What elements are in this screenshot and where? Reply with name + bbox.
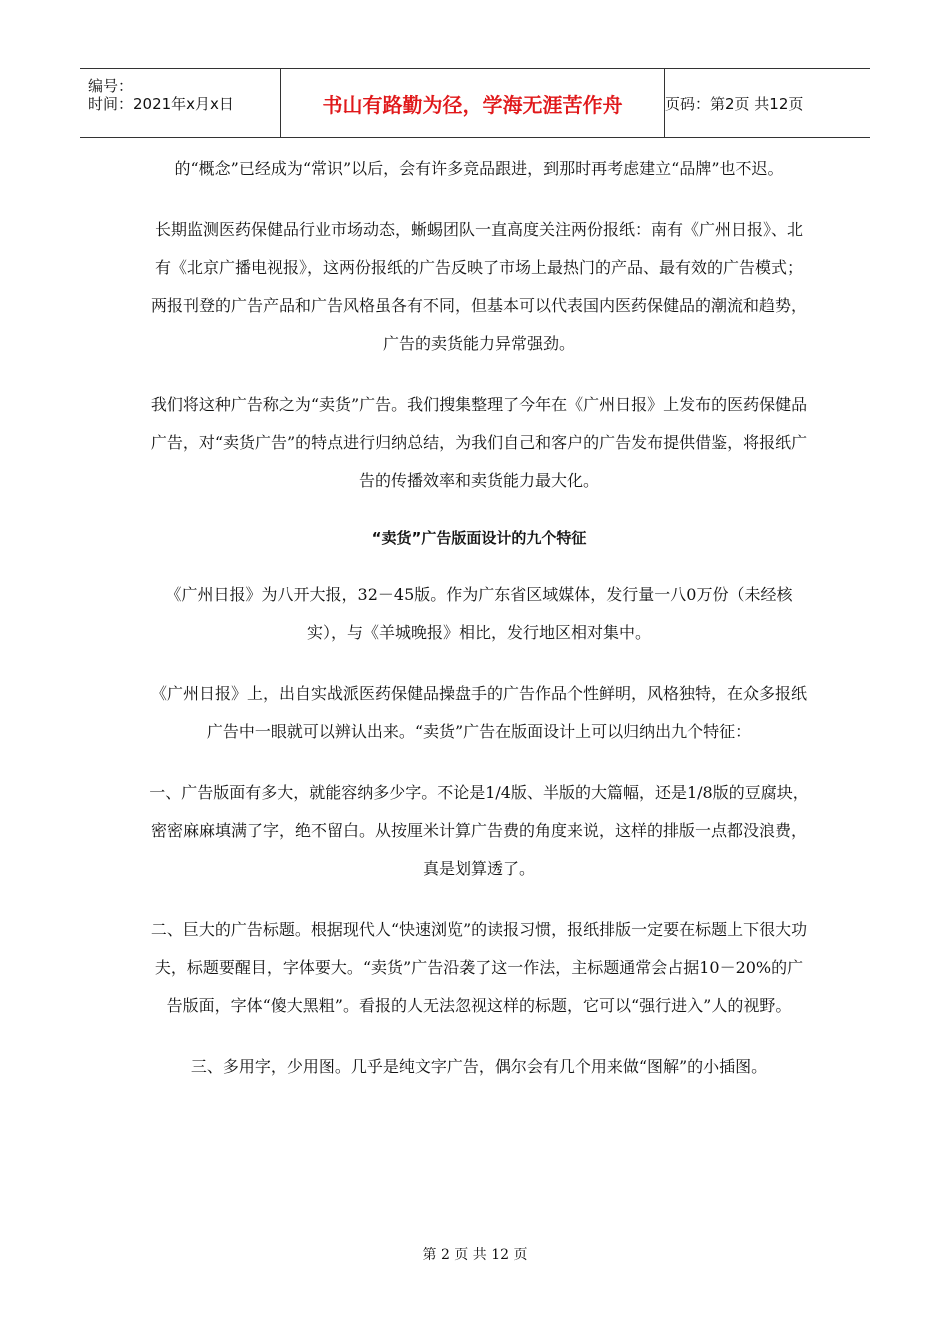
doc-number-label: 编号： (88, 77, 134, 95)
paragraph: 长期监测医药保健品行业市场动态，蜥蜴团队一直高度关注两份报纸：南有《广州日报》、北有《北京广播电视报》，这两份报纸的广告反映了市场上最热门的产品、最有效的广告模式；两报刊登的广告产品和广告风格虽各有不同，但基本可以代表国内医药保健品的潮流和趋势，广告的卖货能力异常强劲。 (150, 220, 807, 353)
document-body (148, 150, 810, 1109)
paragraph: 的“概念”已经成为“常识”以后，会有许多竞品跟进，到那时再考虑建立“品牌”也不迟。 (174, 159, 784, 178)
paragraph: 一、广告版面有多大，就能容纳多少字。不论是1/4版、半版的大篇幅，还是1/8版的豆腐块，密密麻麻填满了字，绝不留白。从按厘米计算广告费的角度来说，这样的排版一点都没浪费，真是划算透了。 (149, 783, 809, 878)
paragraph: 三、多用字，少用图。几乎是纯文字广告，偶尔会有几个用来做“图解”的小插图。 (190, 1057, 768, 1076)
paragraph: 我们将这种广告称之为“卖货”广告。我们搜集整理了今年在《广州日报》上发布的医药保健品广告，对“卖货广告”的特点进行归纳总结，为我们自己和客户的广告发布提供借鉴，将报纸广告的传播效率和卖货能力最大化。 (150, 395, 808, 490)
paragraph: 《广州日报》上，出自实战派医药保健品操盘手的广告作品个性鲜明，风格独特，在众多报纸广告中一眼就可以辨认出来。“卖货”广告在版面设计上可以归纳出九个特征： (150, 684, 807, 741)
section-title: “卖货”广告版面设计的九个特征 (371, 529, 587, 547)
header-meta (80, 69, 281, 137)
page-info-text: 页码：第2页 共12页 (665, 94, 804, 113)
paragraph: 二、巨大的广告标题。根据现代人“快速浏览”的读报习惯，报纸排版一定要在标题上下很大功夫，标题要醒目，字体要大。“卖货”广告沿袭了这一作法，主标题通常会占据10－20%的广告版面，字体“傻大黑粗”。看报的人无法忽视这样的标题，它可以“强行进入”人的视野。 (150, 920, 808, 1015)
header-page-info (665, 69, 870, 137)
page-footer: 第 2 页 共 12 页 (422, 1247, 528, 1263)
paragraph: 《广州日报》为八开大报，32－45版。作为广东省区域媒体，发行量一八0万份（未经核实），与《羊城晚报》相比，发行地区相对集中。 (165, 585, 793, 642)
page-header (80, 68, 870, 138)
doc-date-label: 时间：2021年x月x日 (88, 95, 234, 113)
header-motto: 书山有路勤为径，学海无涯苦作舟 (281, 69, 665, 137)
